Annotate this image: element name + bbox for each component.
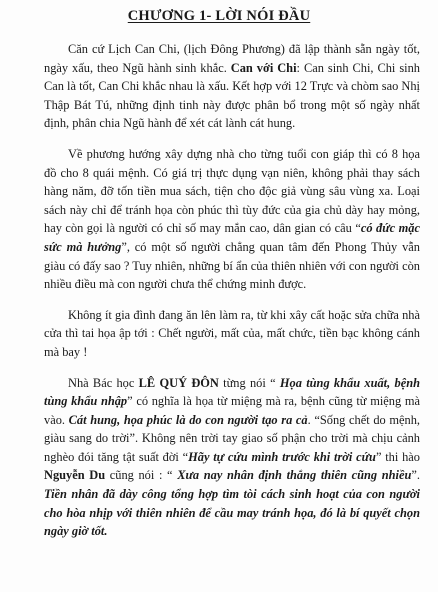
page-title: CHƯƠNG 1- LỜI NÓI ĐẦU xyxy=(127,8,311,24)
text-run: ”. xyxy=(411,468,420,483)
body-text xyxy=(44,40,420,553)
emphasis-text: có đức mặc sức mà hưởng xyxy=(44,221,421,254)
text-run: cũng nói : “ xyxy=(105,468,178,483)
paragraph-2 xyxy=(44,145,420,294)
emphasis-text: Xưa nay nhân định thắng thiên cũng nhiều xyxy=(177,468,412,483)
text-run: Căn cứ Lịch Can Chi, (lịch Đông Phương) đã lập thành sẵn ngày tốt, ngày xấu, theo Ngũ hành sinh khắc. xyxy=(44,42,420,75)
text-run: ” có nghĩa là họa từ miệng mà ra, bệnh cũng từ miệng mà vào. xyxy=(44,394,420,427)
emphasis-text: Họa tùng khẩu xuất, bệnh tùng khẩu nhập xyxy=(44,375,420,409)
text-run: Về phương hướng xây dựng nhà cho từng tuổi con giáp thì có 8 họa đồ cho 8 quái mệnh. Có giá trị thực dụng vạn niên, không phải thay sách hàng năm, đỡ tốn tiền mua sách, tiện cho độc giả vùng sâu vùng xa. Loại sách này chỉ để tránh họa còn phúc thì tùy đức của gia chủ dày hay mỏng, hay còn gọi là người có chỉ số may mắn cao, dân gian có câu “ xyxy=(44,146,420,236)
text-run: Nhà Bác học xyxy=(68,375,139,390)
text-run: ” thi hào xyxy=(375,449,420,464)
bold-text: Nguyễn Du xyxy=(44,468,106,483)
text-run: từng nói “ xyxy=(218,375,280,390)
emphasis-text: Hãy tự cứu mình trước khi trời cứu xyxy=(188,449,376,464)
emphasis-text: Tiền nhân đã dày công tổng hợp tìm tòi cách sinh hoạt của con người cho hòa nhịp với thiên nhiên để cầu may tránh họa, đó là bí quyết chọn ngày giờ tốt. xyxy=(44,487,420,539)
emphasis-text: Cát hung, họa phúc là do con người tạo ra cả xyxy=(68,412,308,427)
bold-text: Can với Chi xyxy=(230,60,297,75)
paragraph-3 xyxy=(44,306,420,362)
text-run: . “Sống chết do mệnh, giàu sang do trời”. Không nên trời tay giao số phận cho trời mà chịu cảnh nghèo đói tăng tật suất đời “ xyxy=(44,412,421,464)
text-run: ”, có một số người chẳng quan tâm đến Phong Thủy vẫn giàu có đấy sao ? Tuy nhiên, những bí ẩn của thiên nhiên với con người còn nhiều điều mà con người chưa thể chứng minh được. xyxy=(44,239,420,292)
text-run: Không ít gia đình đang ăn lên làm ra, từ khi xây cất hoặc sửa chữa nhà cửa thì tai họa ập tới : Chết người, mất của, mất chức, tiền bạc không cánh mà bay ! xyxy=(44,307,420,359)
paragraph-4 xyxy=(44,374,420,541)
paragraph-1 xyxy=(44,40,420,133)
bold-text: LÊ QUÝ ĐÔN xyxy=(138,375,219,390)
text-run: : Can sinh Chi, Chi sinh Can là tốt, Can Chi khắc nhau là xấu. Kết hợp với 12 Trực và chòm sao Nhị Thập Bát Tú, những định tinh này được phân bổ trong một số ngày nhất định, phân chia Ngũ hành để xét cát lành cát hung. xyxy=(44,60,420,131)
